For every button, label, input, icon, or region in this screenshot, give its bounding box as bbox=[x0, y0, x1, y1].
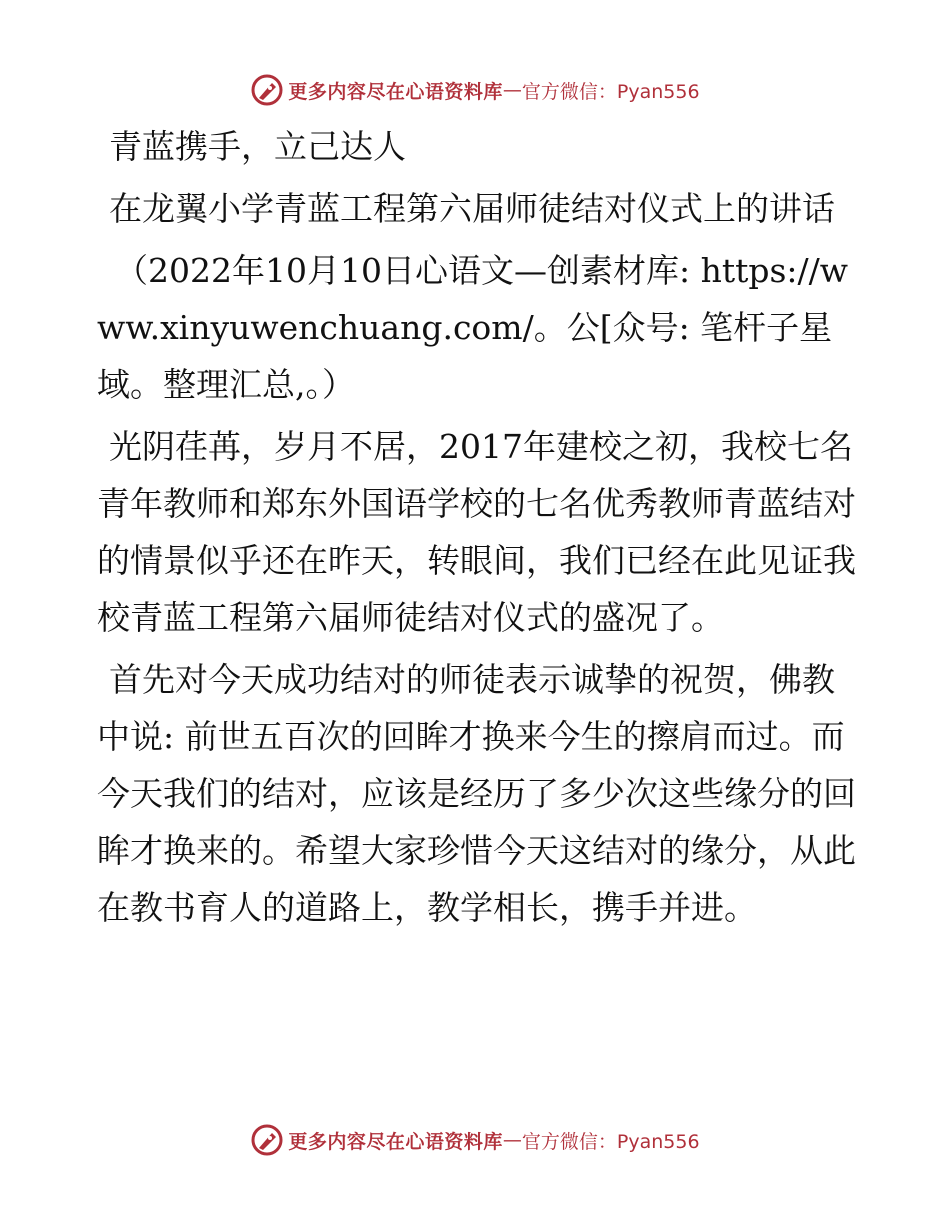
pen-nib-logo-icon bbox=[250, 1123, 284, 1157]
paragraph: 光阴荏苒，岁月不居，2017年建校之初，我校七名青年教师和郑东外国语学校的七名优秀教师青蓝结对的情景似乎还在昨天，转眼间，我们已经在此见证我校青蓝工程第六届师徒结对仪式的盛况了。 bbox=[97, 427, 856, 637]
document-title: 青蓝携手，立己达人 bbox=[109, 127, 406, 166]
document-body bbox=[97, 118, 857, 941]
document-subtitle: 在龙翼小学青蓝工程第六届师徒结对仪式上的讲话 bbox=[109, 189, 835, 228]
banner-separator: — bbox=[502, 79, 522, 101]
paragraph: 首先对今天成功结对的师徒表示诚挚的祝贺，佛教中说: 前世五百次的回眸才换来今生的擦肩而过。而今天我们的结对，应该是经历了多少次这些缘分的回眸才换来的。希望大家珍惜今天这结对的缘分，从此在教书育人的道路上，教学相长，携手并进。 bbox=[97, 660, 856, 927]
banner-contact: 官方微信：Pyan556 bbox=[521, 80, 700, 103]
banner-text: 更多内容尽在心语资料库 bbox=[288, 80, 503, 103]
banner-text: 更多内容尽在心语资料库 bbox=[288, 1130, 503, 1153]
document-source: （2022年10月10日心语文—创素材库: https://www.xinyuwenchuang.com/。公[众号: 笔杆子星域。整理汇总,。） bbox=[97, 251, 849, 404]
pen-nib-logo-icon bbox=[250, 73, 284, 107]
banner-contact: 官方微信：Pyan556 bbox=[521, 1130, 700, 1153]
footer-banner bbox=[0, 1120, 950, 1160]
banner-separator: — bbox=[502, 1129, 522, 1151]
header-banner bbox=[0, 70, 950, 110]
